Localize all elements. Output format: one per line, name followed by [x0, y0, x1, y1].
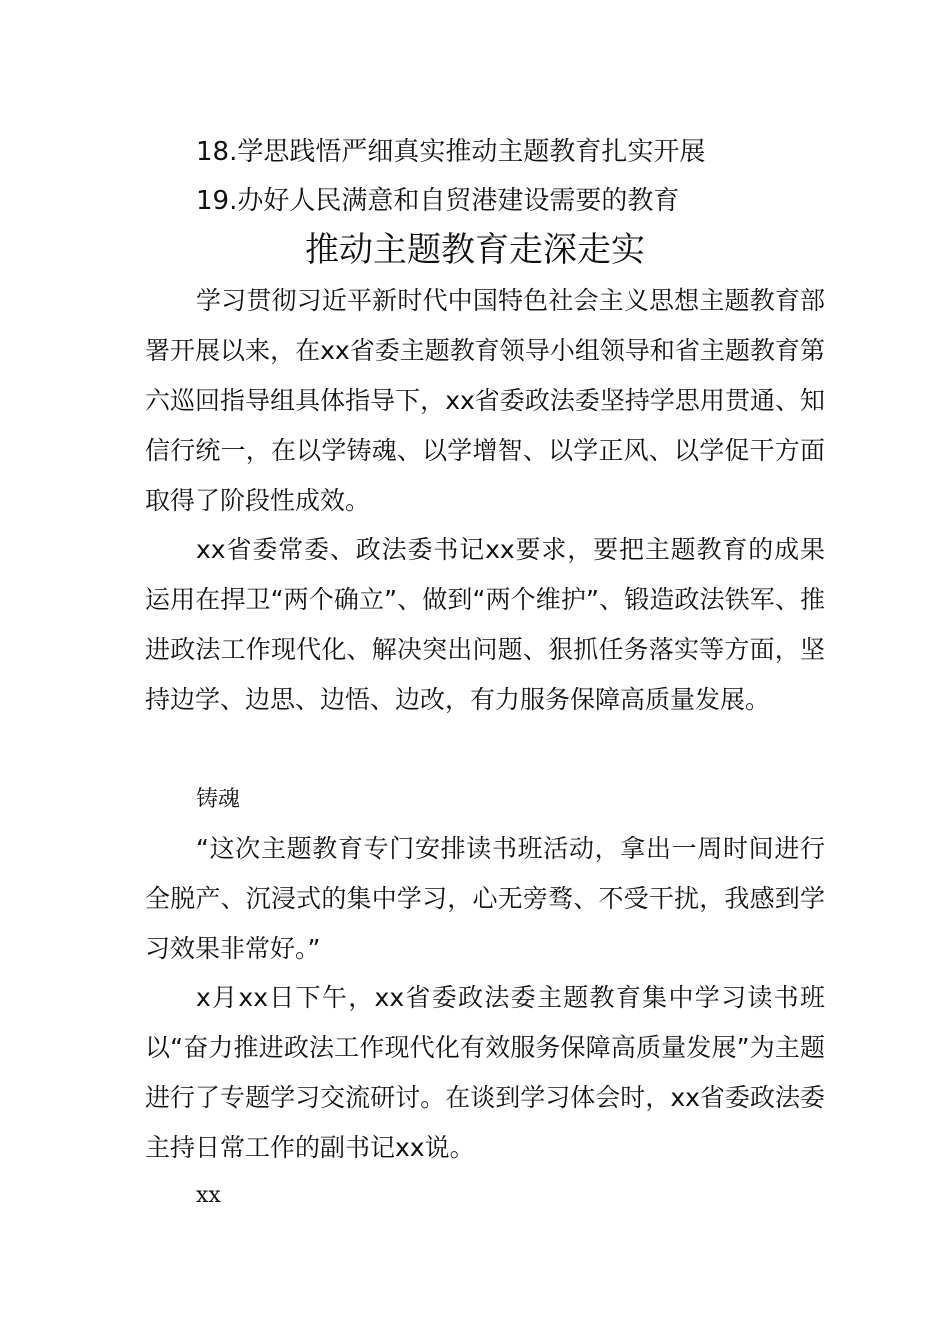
section-heading: 铸魂: [196, 787, 241, 812]
article-title: 推动主题教育走深走实: [305, 230, 645, 270]
paragraph-quote: “这次主题教育专门安排读书班活动，拿出一周时间进行全脱产、沉浸式的集中学习，心无旁骛、不受干扰，我感到学习效果非常好。”: [145, 834, 825, 963]
paragraph-seminar: x月xx日下午，xx省委政法委主题教育集中学习读书班以“奋力推进政法工作现代化有效服务保障高质量发展”为主题进行了专题学习交流研讨。在谈到学习体会时，xx省委政法委主持日常工作的副书记xx说。: [145, 983, 825, 1162]
paragraph-requirement: xx省委常委、政法委书记xx要求，要把主题教育的成果运用在捍卫“两个确立”、做到“两个维护”、锻造政法铁军、推进政法工作现代化、解决突出问题、狠抓任务落实等方面，坚持边学、边思、边悟、边改，有力服务保障高质量发展。: [145, 535, 825, 714]
paragraph-intro: 学习贯彻习近平新时代中国特色社会主义思想主题教育部署开展以来，在xx省委主题教育领导小组领导和省主题教育第六巡回指导组具体指导下，xx省委政法委坚持学思用贯通、知信行统一，在以学铸魂、以学增智、以学正风、以学促干方面取得了阶段性成效。: [145, 286, 825, 515]
trailing-text: xx: [196, 1183, 221, 1208]
toc-item-19: 19.办好人民满意和自贸港建设需要的教育: [196, 186, 680, 216]
toc-item-18: 18.学思践悟严细真实推动主题教育扎实开展: [196, 137, 706, 167]
